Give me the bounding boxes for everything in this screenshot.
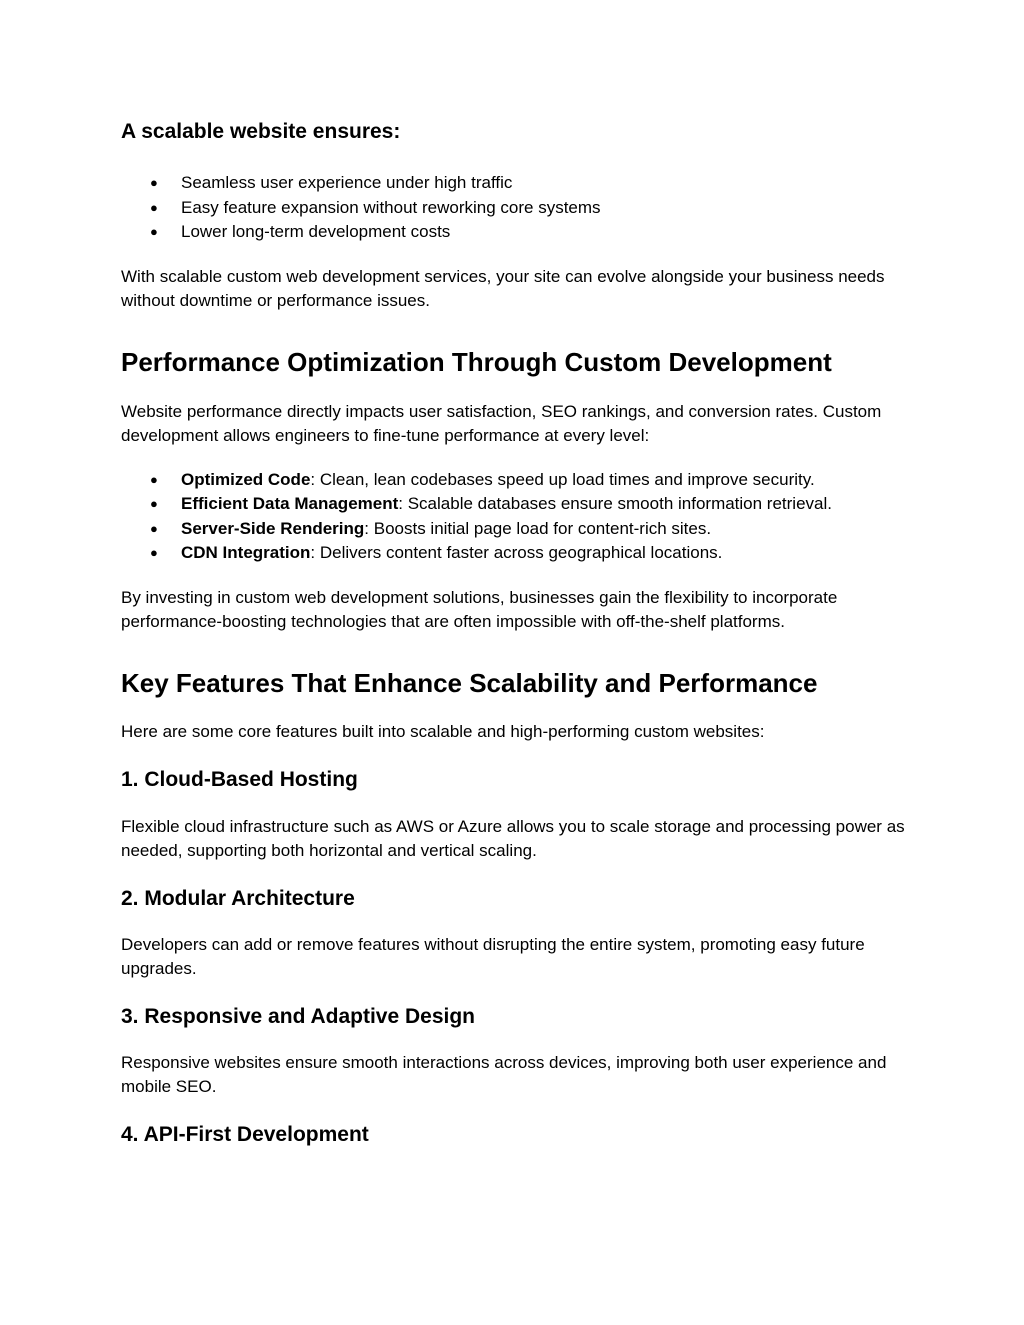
bullet-text: : Delivers content faster across geographical locations. — [310, 543, 723, 563]
list-item — [121, 468, 924, 493]
list-item — [121, 492, 924, 517]
feature-title: 1. Cloud-Based Hosting — [121, 768, 358, 792]
bullet-term: CDN Integration — [181, 543, 311, 563]
feature-title: 4. API-First Development — [121, 1123, 369, 1147]
bullet-term: Efficient Data Management — [181, 494, 399, 514]
list-item: ● Lower long-term development costs — [121, 220, 924, 245]
intro-paragraph: With scalable custom web development services, your site can evolve alongside your business needs without downtime or performance issues. — [121, 266, 885, 310]
bullet-text: : Boosts initial page load for content-rich sites. — [364, 518, 712, 538]
performance-closing: By investing in custom web development solutions, businesses gain the flexibility to incorporate performance-boosting technologies that are often impossible with off-the-shelf platforms. — [121, 587, 838, 631]
feature-text: Developers can add or remove features without disrupting the entire system, promoting easy future upgrades. — [121, 934, 865, 978]
feature-title: 3. Responsive and Adaptive Design — [121, 1004, 475, 1028]
feature-text: Flexible cloud infrastructure such as AWS or Azure allows you to scale storage and processing power as needed, supporting both horizontal and vertical scaling. — [121, 816, 905, 860]
feature-text: Responsive websites ensure smooth interactions across devices, improving both user experience and mobile SEO. — [121, 1053, 887, 1097]
features-intro: Here are some core features built into scalable and high-performing custom websites: — [121, 722, 765, 742]
list-item — [121, 541, 924, 566]
intro-heading: A scalable website ensures: — [121, 120, 401, 143]
list-item — [121, 517, 924, 542]
list-item: ● Seamless user experience under high traffic — [121, 171, 924, 196]
intro-bullet-list — [121, 171, 924, 245]
bullet-text: : Clean, lean codebases speed up load times and improve security. — [310, 469, 815, 489]
performance-bullet-list — [121, 468, 924, 566]
list-item: ● Easy feature expansion without reworking core systems — [121, 196, 924, 221]
bullet-text: : Scalable databases ensure smooth information retrieval. — [398, 494, 832, 514]
bullet-term: Optimized Code — [181, 469, 311, 489]
performance-paragraph: Website performance directly impacts user satisfaction, SEO rankings, and conversion rates. Custom development allows engineers to fine-tune performance at every level: — [121, 401, 882, 445]
features-heading: Key Features That Enhance Scalability and Performance — [121, 667, 818, 698]
performance-heading: Performance Optimization Through Custom Development — [121, 346, 832, 377]
bullet-term: Server-Side Rendering — [181, 518, 365, 538]
feature-title: 2. Modular Architecture — [121, 886, 355, 910]
